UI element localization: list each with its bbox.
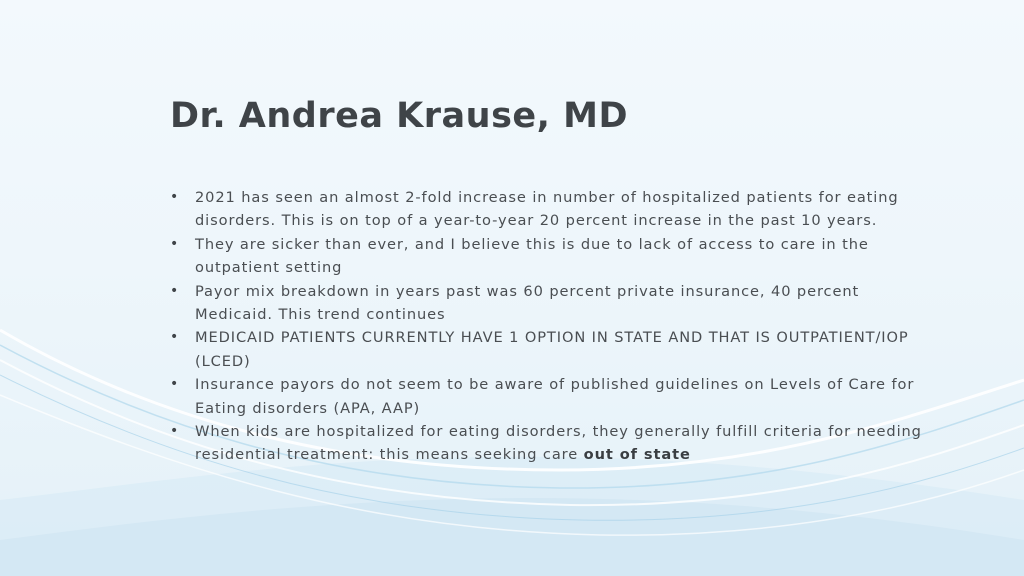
slide-title: Dr. Andrea Krause, MD [170,96,629,136]
bullet-item [170,233,930,280]
bullet-text: MEDICAID PATIENTS CURRENTLY HAVE 1 OPTION IN STATE AND THAT IS OUTPATIENT/IOP (LCED) [195,329,909,370]
bullet-text: They are sicker than ever, and I believe this is due to lack of access to care in the outpatient setting [195,235,880,277]
bullet-item [170,280,930,327]
bullet-item [170,420,930,467]
bullet-item [170,186,930,233]
bullet-text: Payor mix breakdown in years past was 60 percent private insurance, 40 percent Medicaid. This trend continues [195,282,860,324]
bullet-dot-icon: • [170,282,180,299]
bullet-item [170,373,930,420]
bullet-dot-icon: • [170,189,180,205]
bullet-dot-icon: • [170,376,180,393]
bullet-dot-icon: • [170,423,180,440]
bullet-item [170,326,930,373]
bullet-text: 2021 has seen an almost 2-fold increase in number of hospitalized patients for eating disorders. This is on top of a year-to-year 20 percent increase in the past 10 years. [195,189,899,230]
bullet-text: When kids are hospitalized for eating disorders, they generally fulfill criteria for needing residential treatment: this means seeking care [195,423,922,464]
bullet-dot-icon: • [170,235,180,252]
bullet-emphasis-text: out of state [583,446,691,464]
bullet-dot-icon: • [170,329,180,346]
bullet-list [170,186,930,467]
bullet-text: Insurance payors do not seem to be aware of published guidelines on Levels of Care for Eating disorders (APA, AAP) [195,376,915,417]
